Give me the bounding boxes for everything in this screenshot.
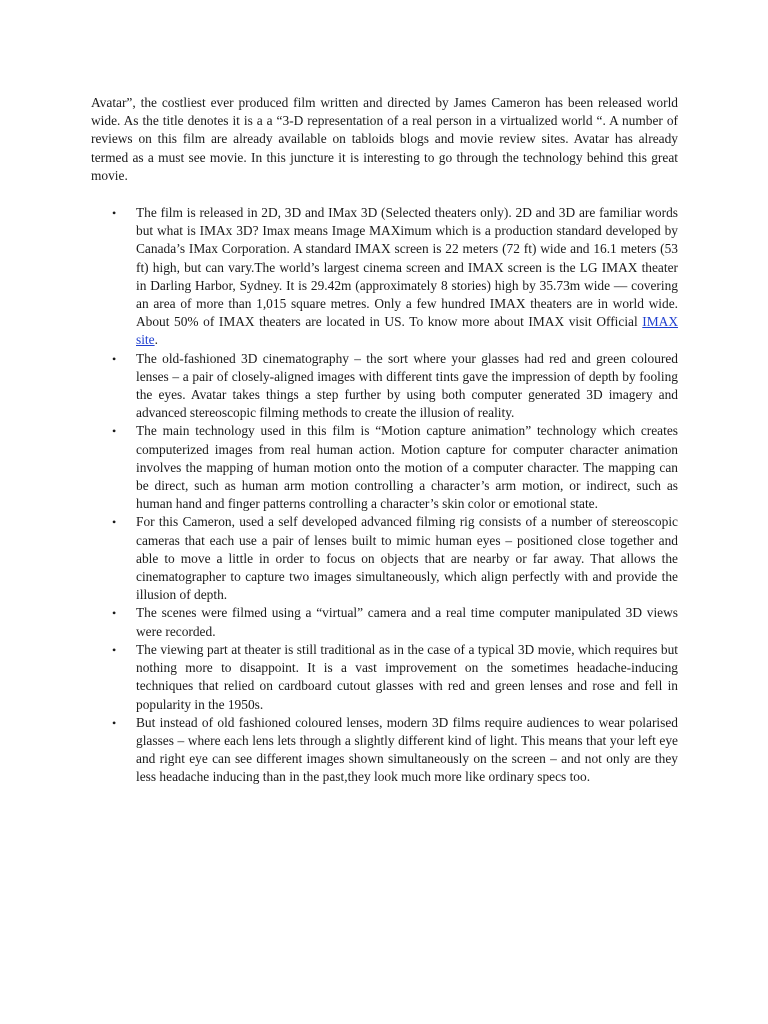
list-item-text: The main technology used in this film is “Motion capture animation” technology which creates computerized images from real human action. Motion capture for computer character animation involves the mapping of human motion onto the motion of a computer character. The mapping can be direct, such as human arm motion controlling a character’s arm motion, or indirect, such as human hand and finger patterns controlling a character’s skin color or emotional state. bbox=[136, 423, 678, 512]
list-item-suffix: . bbox=[154, 332, 158, 348]
list-item bbox=[91, 513, 678, 604]
bullet-icon: • bbox=[112, 606, 117, 621]
list-item bbox=[91, 422, 678, 513]
bullet-list bbox=[91, 204, 678, 787]
bullet-icon: • bbox=[112, 351, 117, 366]
intro-paragraph: Avatar”, the costliest ever produced film written and directed by James Cameron has been released world wide. As the title denotes it is a a “3-D representation of a real person in a virtualized world “. A number of reviews on this film are already available on tabloids blogs and movie review sites. Avatar has already termed as a must see movie. In this juncture it is interesting to go through the technology behind this great movie. bbox=[91, 95, 678, 183]
bullet-icon: • bbox=[112, 715, 117, 730]
bullet-icon: • bbox=[112, 642, 117, 657]
imax-site-link[interactable]: IMAX site bbox=[136, 314, 678, 348]
list-item bbox=[91, 204, 678, 350]
list-item-text: The scenes were filmed using a “virtual” camera and a real time computer manipulated 3D views were recorded. bbox=[136, 605, 678, 639]
list-item bbox=[91, 350, 678, 423]
bullet-icon: • bbox=[112, 424, 117, 439]
document-page bbox=[91, 94, 678, 787]
list-item bbox=[91, 641, 678, 714]
list-item-text: For this Cameron, used a self developed advanced filming rig consists of a number of stereoscopic cameras that each use a pair of lenses built to mimic human eyes – positioned close together and able to move a little in order to focus on objects that are nearby or far away. That allows the cinematographer to capture two images simultaneously, which align perfectly with and provide the illusion of depth. bbox=[136, 514, 678, 603]
list-item-text: The old-fashioned 3D cinematography – the sort where your glasses had red and green coloured lenses – a pair of closely-aligned images with different tints gave the impression of depth by fooling the eyes. Avatar takes things a step further by using both computer generated 3D imagery and advanced stereoscopic filming methods to create the illusion of reality. bbox=[136, 350, 678, 421]
list-item bbox=[91, 714, 678, 787]
list-item-text: The film is released in 2D, 3D and IMax 3D (Selected theaters only). 2D and 3D are familiar words but what is IMAx 3D? Imax means Image MAXimum which is a production standard developed by Canada’s IMax Corporation. A standard IMAX screen is 22 meters (72 ft) wide and 16.1 meters (53 ft) high, but can vary.The world’s largest cinema screen and IMAX screen is the LG IMAX theater in Darling Harbor, Sydney. It is 29.42m (approximately 8 stories) high by 35.73m wide — covering an area of more than 1,015 square metres. Only a few hundred IMAX theaters are in world wide. About 50% of IMAX theaters are located in US. To know more about IMAX visit Official bbox=[136, 205, 678, 330]
list-item-text: The viewing part at theater is still traditional as in the case of a typical 3D movie, which requires but nothing more to disappoint. It is a vast improvement on the sometimes headache-inducing techniques that relied on cardboard cutout glasses with red and green lenses and rose and fell in popularity in the 1950s. bbox=[136, 641, 678, 712]
bullet-icon: • bbox=[112, 206, 117, 221]
bullet-icon: • bbox=[112, 515, 117, 530]
list-item bbox=[91, 604, 678, 640]
list-item-text: But instead of old fashioned coloured lenses, modern 3D films require audiences to wear polarised glasses – where each lens lets through a slightly different kind of light. This means that your left eye and right eye can see different images shown simultaneously on the screen – and not only are they less headache inducing than in the past,they look much more like ordinary specs too. bbox=[136, 714, 678, 785]
